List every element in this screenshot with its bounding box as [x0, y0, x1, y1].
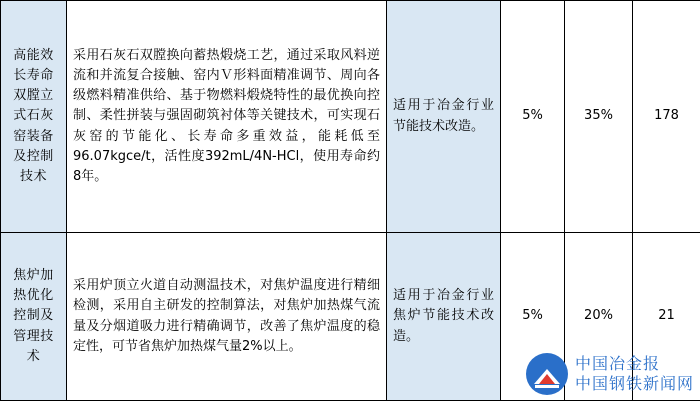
watermark-line-1: 中国冶金报: [574, 354, 660, 373]
watermark-line-2: 中国钢铁新闻网: [574, 374, 694, 393]
value-cell-b: 35%: [565, 1, 633, 233]
application-scope-cell: 适用于冶金行业焦炉节能技术改造。: [387, 233, 501, 401]
technology-name-cell: 高能效长寿命双膛立式石灰窑装备及控制技术: [1, 1, 67, 233]
value-cell-c: 178: [633, 1, 700, 233]
application-scope-cell: 适用于冶金行业节能技术改造。: [387, 1, 501, 233]
value-cell-a: 5%: [501, 233, 565, 401]
technology-name-cell: 焦炉加热优化控制及管理技术: [1, 233, 67, 401]
value-cell-a: 5%: [501, 1, 565, 233]
technology-description-cell: 采用石灰石双膛换向蓄热煅烧工艺，通过采取风料逆流和并流复合接触、窑内Ｖ形料面精准调节、周向各级燃料精准供给、基于物燃料煅烧特性的最优换向控制、柔性拼装与强固砌筑衬体等关键技术，可实现石灰窑的节能化、长寿命多重效益，能耗低至96.07kgce/t，活性度392mL/4N-HCl，使用寿命约8年。: [67, 1, 387, 233]
technology-description-cell: 采用炉顶立火道自动测温技术，对焦炉温度进行精细检测，采用自主研发的控制算法，对焦炉加热煤气流量及分烟道吸力进行精确调节，改善了焦炉温度的稳定性，可节省焦炉加热煤气量2%以上。: [67, 233, 387, 401]
table-row: [1, 1, 700, 233]
value-cell-b: 20%: [565, 233, 633, 401]
value-cell-c: 21: [633, 233, 700, 401]
table-row: [1, 233, 700, 401]
